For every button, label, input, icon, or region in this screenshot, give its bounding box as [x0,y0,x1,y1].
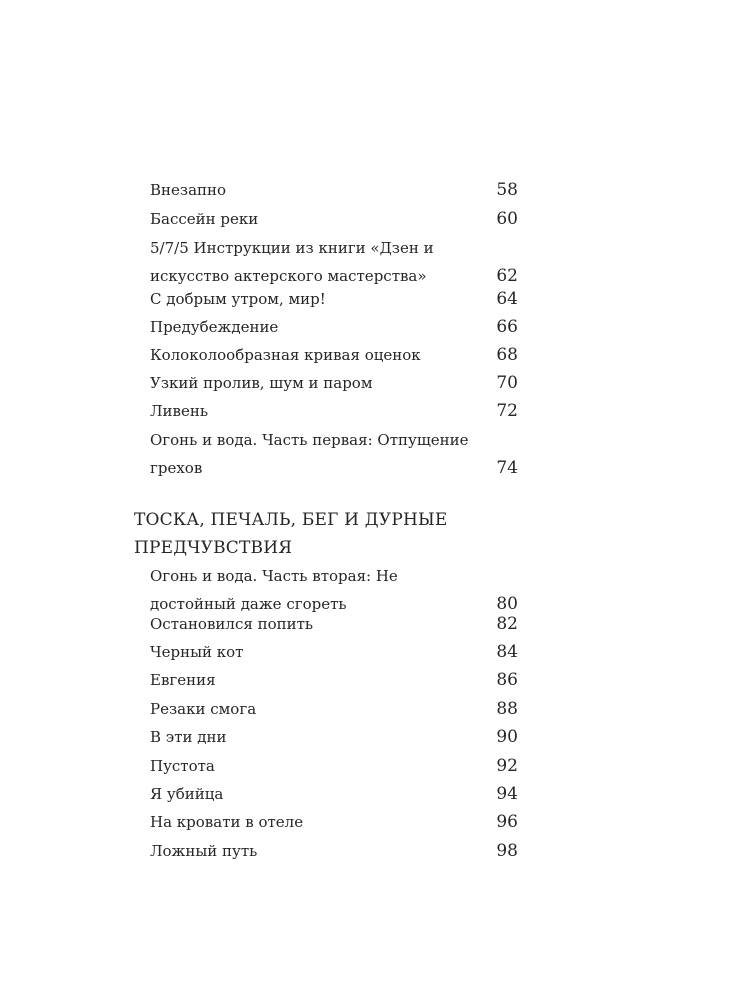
toc-entry-title: 5/7/5 Инструкции из книги «Дзен и искусство актерского мастерства» [150,239,434,285]
toc-entry-title: С добрым утром, мир! [150,290,326,308]
toc-entry [150,610,518,638]
toc-entry-page: 74 [496,458,518,478]
toc-entry-title: Узкий пролив, шум и паром [150,374,373,392]
toc-entry [150,723,518,751]
toc-entry [134,426,518,482]
toc-entry-page: 96 [496,812,518,832]
toc-entry-title: Ливень [150,402,209,420]
toc-entry [150,234,518,290]
toc-entry [150,666,518,694]
toc-entry-title: Черный кот [150,643,244,661]
toc-entry-title: Колоколообразная кривая оценок [150,346,421,364]
toc-entry-page: 94 [496,784,518,804]
toc-entry-page: 92 [496,756,518,776]
toc-entry-page: 58 [496,180,518,200]
toc-entry [150,341,518,369]
toc-entry-page: 62 [496,266,518,286]
toc-entry-page: 64 [496,289,518,309]
toc-entry [150,176,518,204]
toc-entry-page: 66 [496,317,518,337]
toc-entry-title: Резаки смога [150,700,257,718]
toc-entry-title: Огонь и вода. Часть первая: Отпущение грехов [150,431,469,477]
toc-entry-page: 98 [496,841,518,861]
toc-entry-title: Ложный путь [150,842,258,860]
toc-entry-page: 60 [496,209,518,229]
toc-entry-title: Пустота [150,757,215,775]
toc-entry [150,313,518,341]
toc-entry-page: 90 [496,727,518,747]
toc-entry [150,285,518,313]
toc-entry-page: 82 [496,614,518,634]
toc-entry-page: 86 [496,670,518,690]
toc-entry-page: 70 [496,373,518,393]
toc-entry [150,837,518,865]
toc-entry-page: 84 [496,642,518,662]
toc-entry-title: Бассейн реки [150,210,259,228]
toc-entry [150,752,518,780]
toc-entry [150,695,518,723]
toc-entry-title: Огонь и вода. Часть вторая: Не достойный даже сгореть [150,567,398,613]
toc-entry [150,808,518,836]
toc-entry-title: Евгения [150,671,216,689]
toc-entry-title: В эти дни [150,728,227,746]
toc-entry [150,780,518,808]
toc-entry-title: Остановился попить [150,615,314,633]
toc-entry [150,205,518,233]
toc-entry-page: 88 [496,699,518,719]
toc-entry-title: Я убийца [150,785,224,803]
toc-entry-title: На кровати в отеле [150,813,304,831]
toc-entry [150,638,518,666]
toc-entry [150,397,518,425]
toc-entry-title: Внезапно [150,181,227,199]
toc-entry-title: Предубеждение [150,318,279,336]
toc-entry-page: 72 [496,401,518,421]
toc-entry-page: 68 [496,345,518,365]
toc-entry-page: 80 [496,594,518,614]
toc-entry [150,369,518,397]
section-heading: ТОСКА, ПЕЧАЛЬ, БЕГ И ДУРНЫЕ ПРЕДЧУВСТВИЯ [134,510,448,558]
